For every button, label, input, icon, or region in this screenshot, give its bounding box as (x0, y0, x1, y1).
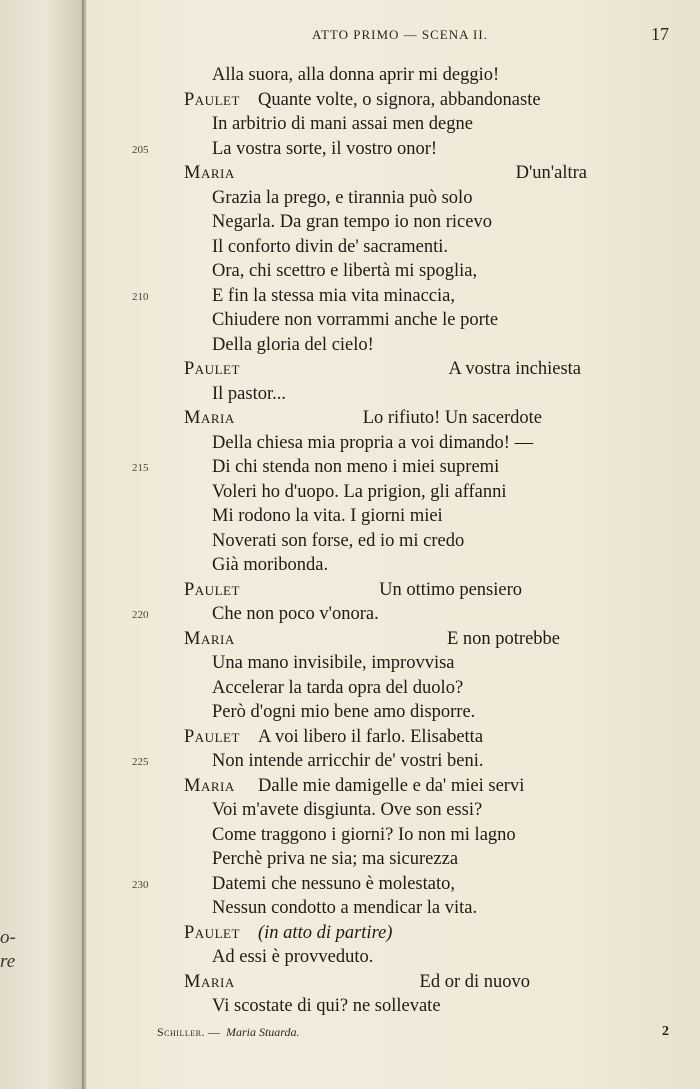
verse-text: Una mano invisibile, improvvisa (212, 653, 455, 673)
verse-line (0, 161, 700, 186)
speaker-name: Paulet (184, 726, 240, 747)
verse-text (258, 921, 392, 946)
verse-text: Noverati son forse, ed io mi credo (212, 530, 465, 551)
verse-line (0, 774, 700, 799)
verse-text: Di chi stenda non meno i miei supremi (212, 457, 500, 477)
verse-text: Il conforto divin de' sacramenti. (212, 236, 449, 257)
verse-text: Voi m'avete disgiunta. Ove son essi? (212, 800, 483, 820)
verse-text: Un ottimo pensiero (379, 579, 522, 600)
verse-text: A vostra inchiesta (448, 359, 581, 379)
line-number: 220 (132, 609, 149, 621)
footer-dash: — (207, 1025, 220, 1039)
verse-line (0, 504, 700, 529)
verse-line (0, 872, 700, 897)
verse-line (0, 627, 700, 652)
verse-line (0, 431, 700, 456)
verse-line (0, 970, 700, 995)
line-number: 210 (132, 290, 149, 303)
verse-line (0, 896, 700, 921)
verse-line (0, 186, 700, 211)
footer-author: Schiller. (157, 1025, 205, 1039)
verse-line (0, 63, 700, 88)
edge-fragment: re (0, 951, 16, 972)
verse-text: Non intende arricchir de' vostri beni. (212, 751, 484, 771)
verse-line (0, 823, 700, 848)
speaker-name: Maria (184, 408, 235, 428)
verse-line (0, 284, 700, 309)
verse-text: Grazia la prego, e tirannia può solo (212, 187, 473, 208)
verse-text: Dalle mie damigelle e da' miei servi (258, 775, 525, 796)
verse-line (0, 602, 700, 627)
verse-text: Nessun condotto a mendicar la vita. (212, 898, 478, 918)
verse-text: A voi libero il farlo. Elisabetta (258, 726, 484, 747)
verse-text: E non potrebbe (446, 628, 560, 649)
verse-text: Vi scostate di qui? ne sollevate (212, 996, 441, 1016)
speaker-name: Maria (184, 163, 235, 183)
verse-block (0, 63, 700, 1019)
verse-line (0, 994, 700, 1019)
verse-line (0, 259, 700, 284)
verse-line (0, 333, 700, 358)
verse-line (0, 88, 700, 113)
verse-text: Lo rifiuto! Un sacerdote (362, 408, 542, 428)
verse-text: Chiudere non vorrammi anche le porte (212, 310, 499, 330)
line-number: 230 (132, 878, 149, 891)
stage-direction: (in atto di partire) (258, 922, 393, 943)
verse-line (0, 308, 700, 333)
footer-title: Maria Stuarda. (225, 1025, 300, 1039)
verse-line (0, 676, 700, 701)
verse-line (0, 382, 700, 407)
speaker-name: Paulet (184, 359, 240, 379)
verse-text: Voleri ho d'uopo. La prigion, gli affanni (212, 481, 507, 502)
speaker-name: Maria (184, 628, 235, 649)
verse-text: Però d'ogni mio bene amo disporre. (212, 702, 476, 722)
signature-mark: 2 (662, 1024, 669, 1039)
line-number: 205 (132, 143, 149, 156)
verse-text: Il pastor... (212, 383, 286, 404)
verse-text: Come traggono i giorni? Io non mi lagno (212, 824, 516, 845)
page-number: 17 (651, 24, 669, 44)
page-footer (0, 1025, 700, 1045)
verse-text: Ad essi è provveduto. (212, 947, 374, 967)
verse-line (0, 553, 700, 578)
verse-line (0, 578, 700, 603)
speaker-name: Maria (184, 971, 235, 992)
verse-line (0, 798, 700, 823)
verse-line (0, 235, 700, 260)
verse-text: Già moribonda. (212, 555, 329, 575)
verse-text: E fin la stessa mia vita minaccia, (212, 285, 455, 306)
verse-text: Negarla. Da gran tempo io non ricevo (212, 212, 492, 232)
verse-line (0, 700, 700, 725)
verse-text: Mi rodono la vita. I giorni miei (212, 506, 443, 526)
speaker-name: Paulet (184, 89, 240, 110)
verse-text: Datemi che nessuno è molestato, (212, 873, 456, 894)
running-title: ATTO PRIMO — SCENA II. (312, 27, 488, 42)
verse-line (0, 921, 700, 946)
speaker-name: Paulet (184, 922, 240, 943)
footer-credit (157, 1025, 300, 1040)
verse-text: Che non poco v'onora. (212, 604, 379, 624)
verse-line (0, 406, 700, 431)
verse-text: Della chiesa mia propria a voi dimando! — (212, 432, 534, 453)
verse-line (0, 137, 700, 162)
verse-line (0, 847, 700, 872)
verse-text: Quante volte, o signora, abbandonaste (258, 89, 541, 110)
verse-text: La vostra sorte, il vostro onor! (212, 138, 438, 159)
verse-line (0, 455, 700, 480)
verse-line (0, 210, 700, 235)
running-head (0, 24, 700, 49)
verse-line (0, 945, 700, 970)
verse-line (0, 112, 700, 137)
verse-text: Perchè priva ne sia; ma sicurezza (212, 849, 459, 869)
verse-line (0, 480, 700, 505)
verse-line (0, 651, 700, 676)
verse-line (0, 357, 700, 382)
verse-text: Accelerar la tarda opra del duolo? (212, 677, 464, 698)
verse-text: Alla suora, alla donna aprir mi deggio! (212, 65, 500, 85)
edge-fragment: o- (0, 927, 16, 948)
verse-line (0, 725, 700, 750)
verse-line (0, 529, 700, 554)
speaker-name: Maria (184, 775, 235, 796)
line-number: 225 (132, 756, 149, 768)
speaker-name: Paulet (184, 579, 240, 600)
verse-text: Della gloria del cielo! (212, 334, 374, 355)
verse-line (0, 749, 700, 774)
verse-text: D'un'altra (515, 163, 587, 183)
line-number: 215 (132, 462, 149, 474)
verse-text: Ed or di nuovo (419, 971, 530, 992)
verse-text: Ora, chi scettro e libertà mi spoglia, (212, 261, 478, 281)
verse-text: In arbitrio di mani assai men degne (212, 114, 473, 134)
